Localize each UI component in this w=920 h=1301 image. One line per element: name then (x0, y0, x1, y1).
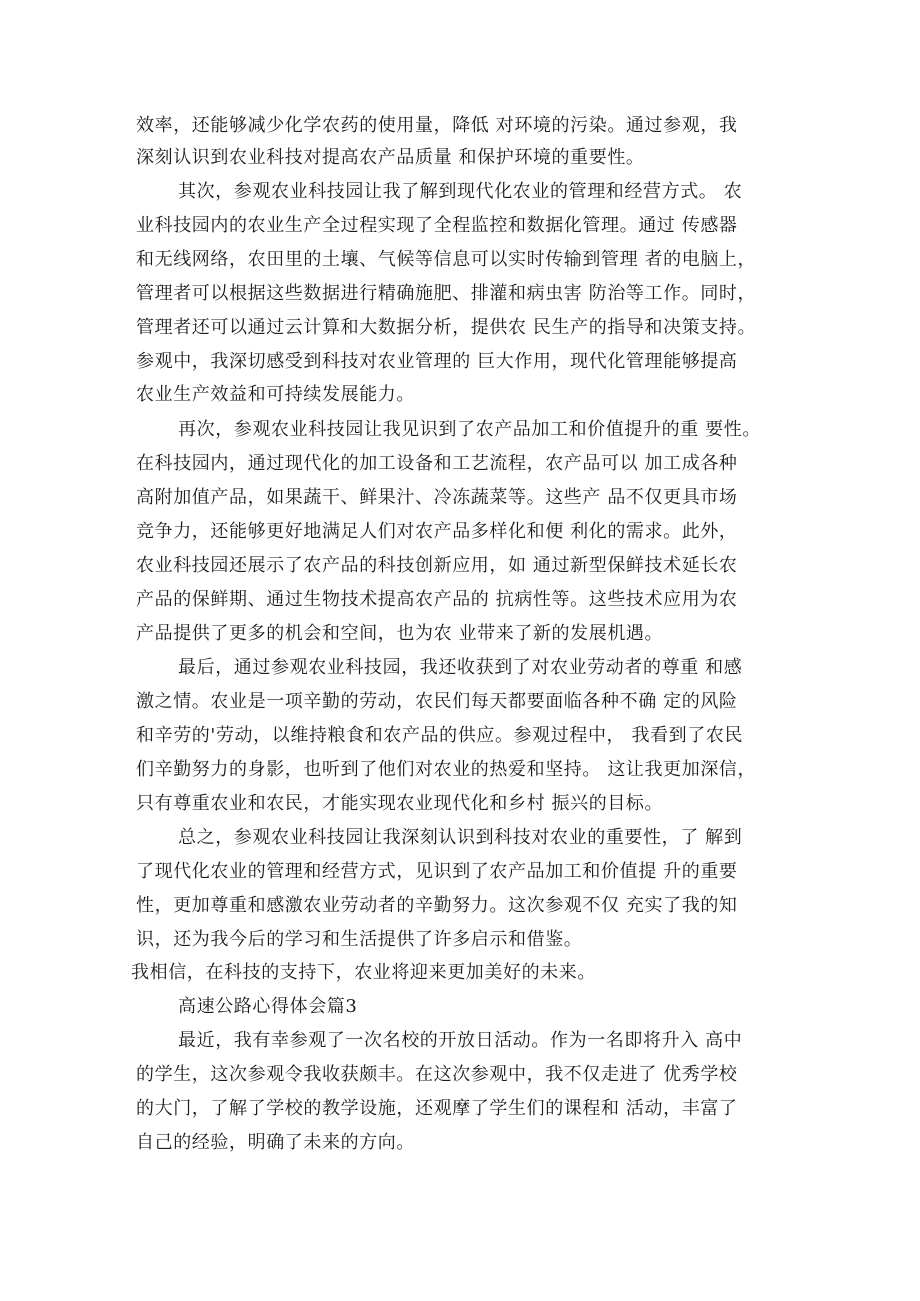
text-line: 产品提供了更多的机会和空间，也为农 业带来了新的发展机遇。 (136, 623, 664, 644)
text-line: 深刻认识到农业科技对提高农产品质量 和保护环境的重要性。 (136, 147, 645, 168)
text-line: 性，更加尊重和感激农业劳动者的辛勤努力。这次参观不仅 充实了我的知 (136, 895, 738, 916)
paragraph-start-line: 最后，通过参观农业科技园，我还收获到了对农业劳动者的尊重 和感 (178, 657, 743, 678)
text-line: 的学生，这次参观令我收获颇丰。在这次参观中，我不仅走进了 优秀学校 (136, 1064, 738, 1085)
text-line: 产品的保鲜期、通过生物技术提高农产品的 抗病性等。这些技术应用为农 (136, 589, 738, 610)
text-line: 高附加值产品，如果蔬干、鲜果汁、冷冻蔬菜等。这些产 品不仅更具市场 (136, 487, 738, 508)
text-line: 管理者还可以通过云计算和大数据分析，提供农 民生产的指导和决策支持。 (136, 317, 757, 338)
text-line: 和辛劳的'劳动，以维持粮食和农产品的供应。参观过程中， 我看到了农民 (136, 725, 744, 746)
text-line: 业科技园内的农业生产全过程实现了全程监控和数据化管理。通过 传感器 (136, 215, 738, 236)
paragraph-start-line: 再次，参观农业科技园让我见识到了农产品加工和价值提升的重 要性。 (178, 419, 761, 440)
text-line: 效率，还能够减少化学农药的使用量，降低 对环境的污染。通过参观，我 (136, 115, 738, 136)
text-line: 竞争力，还能够更好地满足人们对农产品多样化和便 利化的需求。此外， (136, 521, 738, 542)
text-line: 识，还为我今后的学习和生活提供了许多启示和借鉴。 (136, 929, 583, 950)
paragraph-start-line: 最近，我有幸参观了一次名校的开放日活动。作为一名即将升入 高中 (178, 1030, 743, 1051)
text-line: 激之情。农业是一项辛勤的劳动，农民们每天都要面临各种不确 定的风险 (136, 691, 738, 712)
text-line: 们辛勤努力的身影，也听到了他们对农业的热爱和坚持。 这让我更加深信， (136, 759, 757, 780)
text-line: 我相信，在科技的支持下，农业将迎来更加美好的未来。 (131, 962, 596, 983)
text-line: 农业生产效益和可持续发展能力。 (136, 384, 415, 405)
text-line: 管理者可以根据这些数据进行精确施肥、排灌和病虫害 防治等工作。同时， (136, 283, 757, 304)
text-line: 了现代化农业的管理和经营方式，见识到了农产品加工和价值提 升的重要 (136, 861, 738, 882)
text-line: 和无线网络，农田里的土壤、气候等信息可以实时传输到管理 者的电脑上， (136, 249, 757, 270)
paragraph-start-line: 其次，参观农业科技园让我了解到现代化农业的管理和经营方式。 农 (178, 181, 743, 202)
text-line: 自己的经验，明确了未来的方向。 (136, 1132, 415, 1153)
text-line: 在科技园内，通过现代化的加工设备和工艺流程，农产品可以 加工成各种 (136, 453, 738, 474)
text-line: 的大门，了解了学校的教学设施，还观摩了学生们的课程和 活动，丰富了 (136, 1098, 738, 1119)
text-line: 参观中，我深切感受到科技对农业管理的 巨大作用，现代化管理能够提高 (136, 351, 738, 372)
text-line: 农业科技园还展示了农产品的科技创新应用，如 通过新型保鲜技术延长农 (136, 555, 738, 576)
section-heading: 高速公路心得体会篇3 (178, 996, 358, 1017)
text-line: 只有尊重农业和农民，才能实现农业现代化和乡村 振兴的目标。 (136, 793, 664, 814)
paragraph-start-line: 总之，参观农业科技园让我深刻认识到科技对农业的重要性，了 解到 (178, 827, 743, 848)
